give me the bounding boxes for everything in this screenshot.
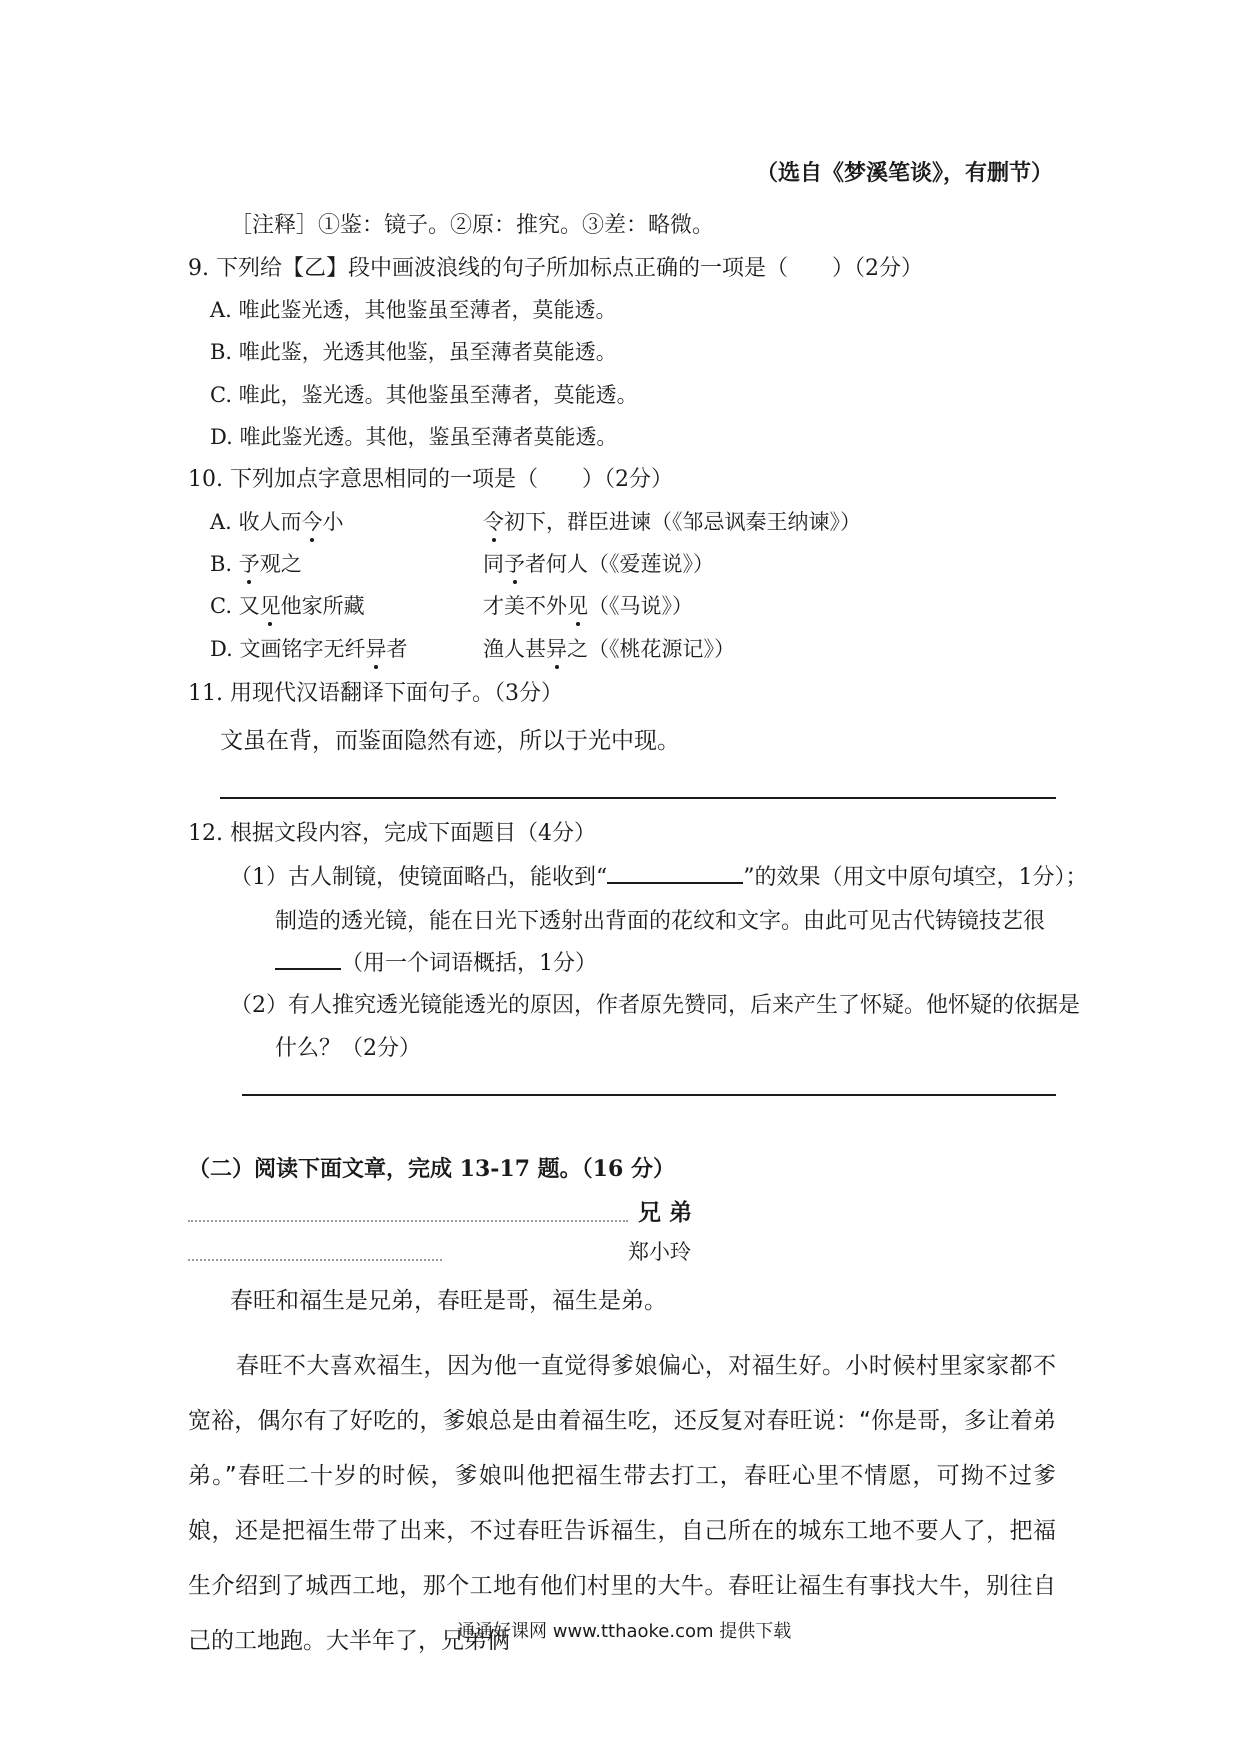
option-text: 他家所藏	[280, 594, 365, 618]
option-text: （《马说》）	[588, 594, 693, 618]
question-9-stem: 9. 下列给【乙】段中画波浪线的句子所加标点正确的一项是（ ）（2分）	[188, 256, 923, 281]
part-1-text: （1）古人制镜，使镜面略凸，能收到“	[230, 865, 608, 890]
fill-blank-1[interactable]	[607, 882, 743, 884]
question-10-stem: 10. 下列加点字意思相同的一项是（ ）（2分）	[188, 467, 673, 492]
question-10-option-b[interactable]	[210, 548, 302, 578]
question-10-option-c[interactable]	[210, 590, 365, 620]
part-1-text: ”的效果（用文中原句填空，1分）；	[743, 865, 1088, 890]
question-10-option-a[interactable]	[210, 506, 344, 536]
section-heading: （二）阅读下面文章，完成 13-17 题。（16 分）	[188, 1156, 675, 1182]
option-text: 才美不外	[483, 594, 567, 618]
footer-text: 通通好课网 www.tthaoke.com 提供下载	[457, 1621, 792, 1642]
question-10-option-a-pair	[483, 506, 861, 536]
option-text: A. 收人而	[210, 510, 302, 534]
article-paragraph: 春旺不大喜欢福生，因为他一直觉得爹娘偏心，对福生好。小时候村里家家都不宽裕，偶尔有了好吃的，爹娘总是由着福生吃，还反复对春旺说：“你是哥，多让着弟弟。”春旺二十岁的时候，爹娘叫他把福生带去打工，春旺心里不情愿，可拗不过爹娘，还是把福生带了出来，不过春旺告诉福生，自己所在的城东工地不要人了，把福生介绍到了城西工地，那个工地有他们村里的大牛。春旺让福生有事找大牛，别往自己的工地跑。大半年了，兄弟俩	[188, 1353, 1056, 1654]
part-1-text: （用一个词语概括，1分）	[341, 951, 597, 976]
answer-line-12[interactable]	[242, 1094, 1056, 1096]
question-10-option-b-pair	[483, 548, 714, 578]
annotation-note: ［注释］①鉴：镜子。②原：推究。③差：略微。	[230, 213, 715, 238]
option-text: 初下，群臣进谏（《邹忌讽秦王纳谏》）	[504, 510, 861, 534]
dotted-char: 见	[567, 590, 588, 620]
source-citation: （选自《梦溪笔谈》，有删节）	[756, 160, 1054, 186]
question-10-option-d-pair	[483, 633, 735, 663]
dotted-char: 予	[504, 548, 525, 578]
dotted-char: 令	[483, 506, 504, 536]
article-body	[188, 1274, 1056, 1669]
question-12-part-1-line-3	[275, 946, 597, 977]
dotted-rule	[188, 1220, 628, 1222]
article-author: 郑小玲	[628, 1240, 691, 1264]
question-12-part-1-line-2: 制造的透光镜，能在日光下透射出背面的花纹和文字。由此可见古代铸镜技艺很	[275, 909, 1046, 934]
question-10-option-c-pair	[483, 590, 693, 620]
dotted-char: 见	[260, 590, 281, 620]
fill-blank-2[interactable]	[275, 968, 341, 970]
question-12-part-2-line-1: （2）有人推究透光镜能透光的原因，作者原先赞同，后来产生了怀疑。他怀疑的依据是	[230, 993, 1080, 1018]
option-text: 者	[386, 637, 408, 661]
option-text: 观之	[259, 552, 302, 576]
question-12-stem: 12. 根据文段内容，完成下面题目（4分）	[188, 821, 596, 846]
question-11-stem: 11. 用现代汉语翻译下面句子。（3分）	[188, 681, 563, 706]
option-text: 小	[322, 510, 344, 534]
option-text: B.	[210, 552, 239, 576]
dotted-rule	[188, 1259, 442, 1261]
dotted-char: 异	[546, 633, 567, 663]
option-text: D. 文画铭字无纤	[210, 637, 366, 661]
dotted-char: 今	[302, 506, 323, 536]
article-paragraph: 春旺和福生是兄弟，春旺是哥，福生是弟。	[230, 1288, 667, 1314]
option-text: 之（《桃花源记》）	[567, 637, 735, 661]
question-9-option-d[interactable]: D. 唯此鉴光透。其他，鉴虽至薄者莫能透。	[210, 425, 618, 449]
question-10-option-d[interactable]	[210, 633, 407, 663]
option-text: 同	[483, 552, 504, 576]
question-12-part-2-line-2: 什么？（2分）	[275, 1036, 421, 1061]
dotted-char: 予	[239, 548, 260, 578]
question-11-sentence: 文虽在背，而鉴面隐然有迹，所以于光中现。	[220, 728, 680, 754]
question-9-option-c[interactable]: C. 唯此，鉴光透。其他鉴虽至薄者，莫能透。	[210, 383, 638, 407]
option-text: 渔人甚	[483, 637, 546, 661]
option-text: 者何人（《爱莲说》）	[525, 552, 714, 576]
dotted-char: 异	[365, 633, 386, 663]
option-text: C. 又	[210, 594, 260, 618]
question-9-option-a[interactable]: A. 唯此鉴光透，其他鉴虽至薄者，莫能透。	[210, 298, 617, 322]
question-12-part-1-line-1	[230, 860, 1088, 891]
article-title: 兄 弟	[638, 1199, 693, 1226]
question-9-option-b[interactable]: B. 唯此鉴，光透其他鉴，虽至薄者莫能透。	[210, 340, 617, 364]
answer-line-11[interactable]	[220, 797, 1056, 799]
